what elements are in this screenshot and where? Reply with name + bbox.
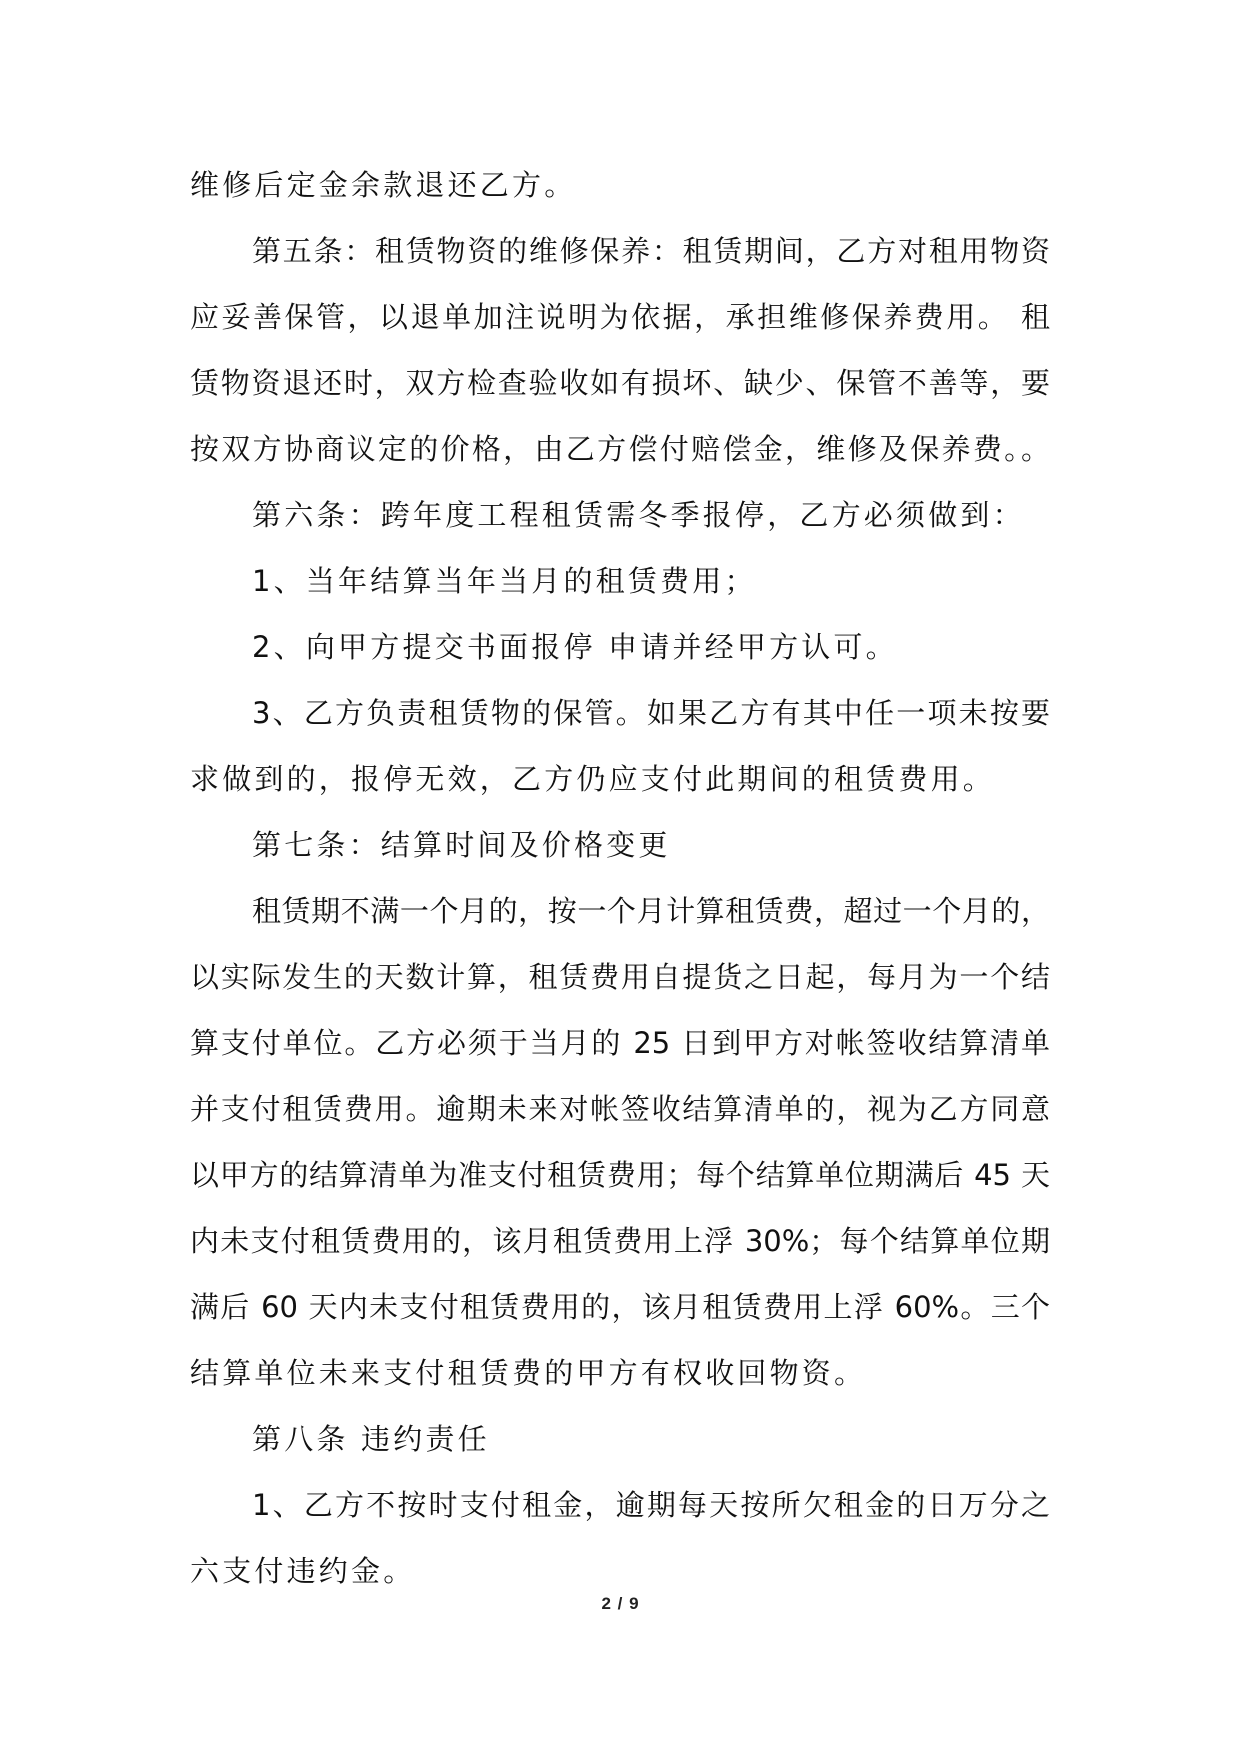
body-line: 六支付违约金。 xyxy=(190,1554,416,1588)
body-line: 内未支付租赁费用的，该月租赁费用上浮 30%；每个结算单位期 xyxy=(190,1224,1050,1258)
list-item-3: 3、乙方负责租赁物的保管。如果乙方有其中任一项未按要 xyxy=(252,696,1050,730)
list-item-1: 1、乙方不按时支付租金，逾期每天按所欠租金的日万分之 xyxy=(252,1488,1050,1522)
page-indicator: 2 / 9 xyxy=(601,1594,640,1613)
list-item-2: 2、向甲方提交书面报停 申请并经甲方认可。 xyxy=(252,630,898,664)
body-line: 求做到的，报停无效，乙方仍应支付此期间的租赁费用。 xyxy=(190,762,996,796)
clause-8-heading: 第八条 违约责任 xyxy=(252,1422,490,1456)
document-body xyxy=(190,152,1050,1604)
body-line: 应妥善保管，以退单加注说明为依据，承担维修保养费用。 租 xyxy=(190,300,1050,334)
clause-6-heading-line: 第六条：跨年度工程租赁需冬季报停，乙方必须做到： xyxy=(252,498,1025,532)
body-line: 以甲方的结算清单为准支付租赁费用；每个结算单位期满后 45 天 xyxy=(190,1158,1050,1192)
clause-5-heading-line: 第五条：租赁物资的维修保养：租赁期间，乙方对租用物资 xyxy=(252,234,1050,268)
body-line: 按双方协商议定的价格，由乙方偿付赔偿金，维修及保养费。。 xyxy=(190,432,1050,466)
body-line: 满后 60 天内未支付租赁费用的，该月租赁费用上浮 60%。三个 xyxy=(190,1290,1050,1324)
body-line: 算支付单位。乙方必须于当月的 25 日到甲方对帐签收结算清单 xyxy=(190,1026,1050,1060)
body-line: 租赁期不满一个月的，按一个月计算租赁费，超过一个月的， xyxy=(252,894,1050,928)
body-line: 并支付租赁费用。逾期未来对帐签收结算清单的，视为乙方同意 xyxy=(190,1092,1050,1126)
body-line: 结算单位未来支付租赁费的甲方有权收回物资。 xyxy=(190,1356,867,1390)
body-line: 赁物资退还时，双方检查验收如有损坏、缺少、保管不善等，要 xyxy=(190,366,1050,400)
body-line: 以实际发生的天数计算，租赁费用自提货之日起，每月为一个结 xyxy=(190,960,1050,994)
list-item-1: 1、当年结算当年当月的租赁费用； xyxy=(252,564,757,598)
body-line: 维修后定金余款退还乙方。 xyxy=(190,168,577,202)
clause-7-heading: 第七条：结算时间及价格变更 xyxy=(252,828,671,862)
